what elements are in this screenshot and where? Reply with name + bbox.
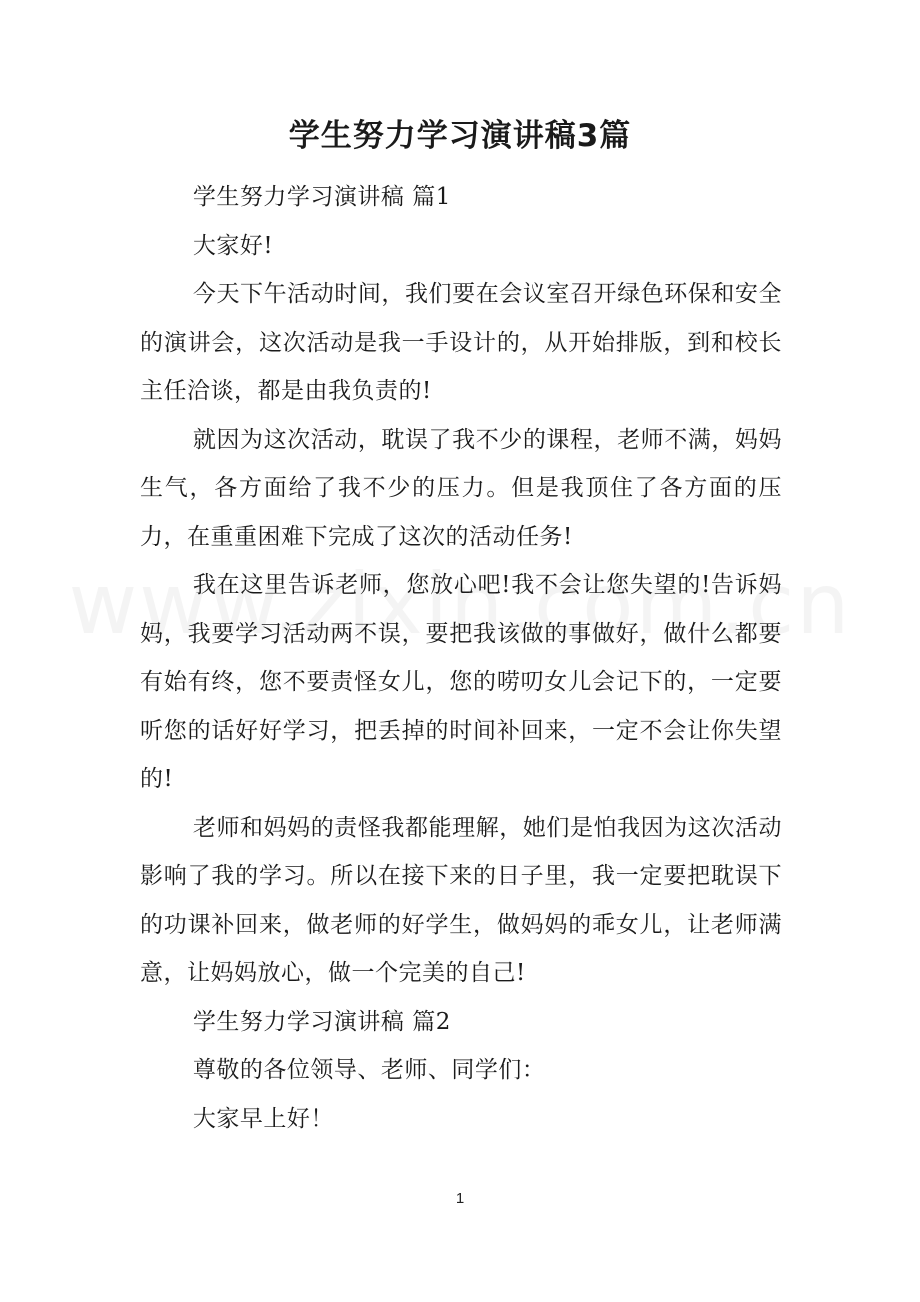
section-heading-2: 学生努力学习演讲稿 篇2 (192, 1008, 451, 1035)
greeting-paragraph: 大家早上好！ (192, 1105, 334, 1132)
body-paragraph: 老师和妈妈的责怪我都能理解，她们是怕我因为这次活动影响了我的学习。所以在接下来的日子里，我一定要把耽误下的功课补回来，做老师的好学生，做妈妈的乖女儿，让老师满意，让妈妈放心，做一个完美的自己! (140, 814, 782, 986)
greeting-paragraph: 大家好! (192, 232, 274, 259)
salutation-paragraph: 尊敬的各位领导、老师、同学们： (192, 1057, 546, 1083)
document-body (140, 173, 782, 1143)
body-paragraph: 今天下午活动时间，我们要在会议室召开绿色环保和安全的演讲会，这次活动是我一手设计的，从开始排版，到和校长主任洽谈，都是由我负责的! (140, 281, 782, 404)
body-paragraph: 就因为这次活动，耽误了我不少的课程，老师不满，妈妈生气，各方面给了我不少的压力。但是我顶住了各方面的压力，在重重困难下完成了这次的活动任务! (140, 426, 782, 550)
body-paragraph: 我在这里告诉老师，您放心吧!我不会让您失望的!告诉妈妈，我要学习活动两不误，要把我该做的事做好，做什么都要有始有终，您不要责怪女儿，您的唠叨女儿会记下的，一定要听您的话好好学习，把丢掉的时间补回来，一定不会让你失望的! (140, 572, 782, 792)
document-title: 学生努力学习演讲稿3篇 (288, 118, 632, 154)
section-heading-1: 学生努力学习演讲稿 篇1 (192, 184, 451, 210)
page-number: 1 (455, 1190, 465, 1207)
